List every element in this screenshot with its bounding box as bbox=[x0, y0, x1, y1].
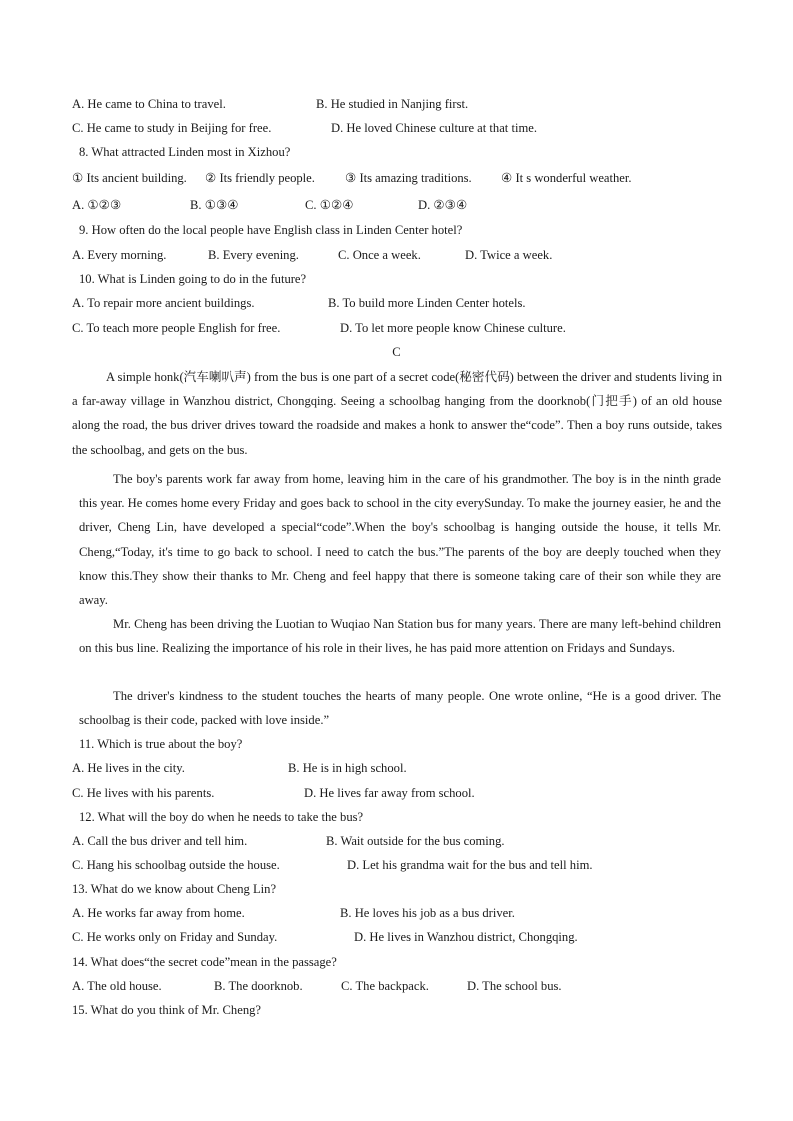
q8-item-4: ④ It s wonderful weather. bbox=[501, 171, 632, 185]
q13-option-a: A. He works far away from home. bbox=[72, 906, 245, 920]
q11-option-d: D. He lives far away from school. bbox=[304, 786, 475, 800]
q10-option-b: B. To build more Linden Center hotels. bbox=[328, 296, 526, 310]
passage-paragraph-2-text: The boy's parents work far away from home, leaving him in the care of his grandmother. The boy is in the ninth grade this year. He comes home every Friday and goes back to school in the city everySunday. To make the journey easier, he and the driver, Cheng Lin, have developed a special“code”.When the boy's schoolbag is hanging outside the house, it tells Mr. Cheng,“Today, it's time to go back to school. I need to catch the bus.”The parents of the boy are deeply touched when they know this.They show their thanks to Mr. Cheng and feel happy that there is someone taking care of their son while they are away. bbox=[79, 472, 721, 608]
q7-option-d: D. He loved Chinese culture at that time. bbox=[331, 121, 537, 135]
q15-question: 15. What do you think of Mr. Cheng? bbox=[72, 1003, 262, 1017]
q10-option-d: D. To let more people know Chinese culture. bbox=[340, 321, 566, 335]
passage-paragraph-3-text: Mr. Cheng has been driving the Luotian to Wuqiao Nan Station bus for many years. There are many left-behind children on this bus line. Realizing the importance of his role in their lives, he has paid more attention on Fridays and Sundays. bbox=[79, 617, 721, 656]
q14-option-d: D. The school bus. bbox=[467, 979, 562, 993]
q14-question: 14. What does“the secret code”mean in the passage? bbox=[72, 955, 337, 969]
q12-option-d: D. Let his grandma wait for the bus and tell him. bbox=[347, 858, 593, 872]
q7-option-b: B. He studied in Nanjing first. bbox=[316, 97, 469, 111]
q13-option-b: B. He loves his job as a bus driver. bbox=[340, 906, 515, 920]
q9-option-b: B. Every evening. bbox=[208, 248, 299, 262]
q11-option-c: C. He lives with his parents. bbox=[72, 786, 215, 800]
q7-option-a: A. He came to China to travel. bbox=[72, 97, 226, 111]
q8-option-c: C. ①②④ bbox=[305, 198, 354, 212]
passage-paragraph-1-text: A simple honk(汽车喇叭声) from the bus is one part of a secret code(秘密代码) between the driver and students living in a far-away village in Wanzhou district, Chongqing. Seeing a schoolbag hanging from the doorknob(门把手) of an old house along the road, the bus driver drives toward the roadside and makes a honk to answer the“code”. Then a boy runs outside, takes the schoolbag, and gets on the bus. bbox=[72, 370, 722, 457]
section-c-heading: C bbox=[392, 345, 401, 359]
q14-option-b: B. The doorknob. bbox=[214, 979, 303, 993]
q9-option-d: D. Twice a week. bbox=[465, 248, 553, 262]
q8-item-2: ② Its friendly people. bbox=[205, 171, 315, 185]
q11-option-b: B. He is in high school. bbox=[288, 761, 407, 775]
q8-item-3: ③ Its amazing traditions. bbox=[345, 171, 472, 185]
q13-option-c: C. He works only on Friday and Sunday. bbox=[72, 930, 278, 944]
q10-option-c: C. To teach more people English for free. bbox=[72, 321, 281, 335]
q12-question: 12. What will the boy do when he needs to take the bus? bbox=[79, 810, 364, 824]
q8-option-a: A. ①②③ bbox=[72, 198, 122, 212]
q12-option-a: A. Call the bus driver and tell him. bbox=[72, 834, 248, 848]
passage-paragraph-1 bbox=[72, 365, 722, 462]
passage-paragraph-2 bbox=[79, 467, 721, 612]
q14-option-c: C. The backpack. bbox=[341, 979, 429, 993]
q8-item-1: ① Its ancient building. bbox=[72, 171, 187, 185]
q9-option-a: A. Every morning. bbox=[72, 248, 167, 262]
q9-option-c: C. Once a week. bbox=[338, 248, 421, 262]
q11-question: 11. Which is true about the boy? bbox=[79, 737, 243, 751]
q13-option-d: D. He lives in Wanzhou district, Chongqing. bbox=[354, 930, 578, 944]
q12-option-c: C. Hang his schoolbag outside the house. bbox=[72, 858, 280, 872]
q8-option-d: D. ②③④ bbox=[418, 198, 468, 212]
q8-question: 8. What attracted Linden most in Xizhou? bbox=[79, 145, 291, 159]
q14-option-a: A. The old house. bbox=[72, 979, 162, 993]
passage-paragraph-4 bbox=[79, 684, 721, 732]
passage-paragraph-3 bbox=[79, 612, 721, 660]
q10-option-a: A. To repair more ancient buildings. bbox=[72, 296, 255, 310]
q9-question: 9. How often do the local people have English class in Linden Center hotel? bbox=[79, 223, 463, 237]
q7-option-c: C. He came to study in Beijing for free. bbox=[72, 121, 272, 135]
q11-option-a: A. He lives in the city. bbox=[72, 761, 185, 775]
q12-option-b: B. Wait outside for the bus coming. bbox=[326, 834, 505, 848]
q13-question: 13. What do we know about Cheng Lin? bbox=[72, 882, 277, 896]
q10-question: 10. What is Linden going to do in the future? bbox=[79, 272, 307, 286]
q8-option-b: B. ①③④ bbox=[190, 198, 239, 212]
passage-paragraph-4-text: The driver's kindness to the student touches the hearts of many people. One wrote online, “He is a good driver. The schoolbag is their code, packed with love inside.” bbox=[79, 689, 721, 728]
